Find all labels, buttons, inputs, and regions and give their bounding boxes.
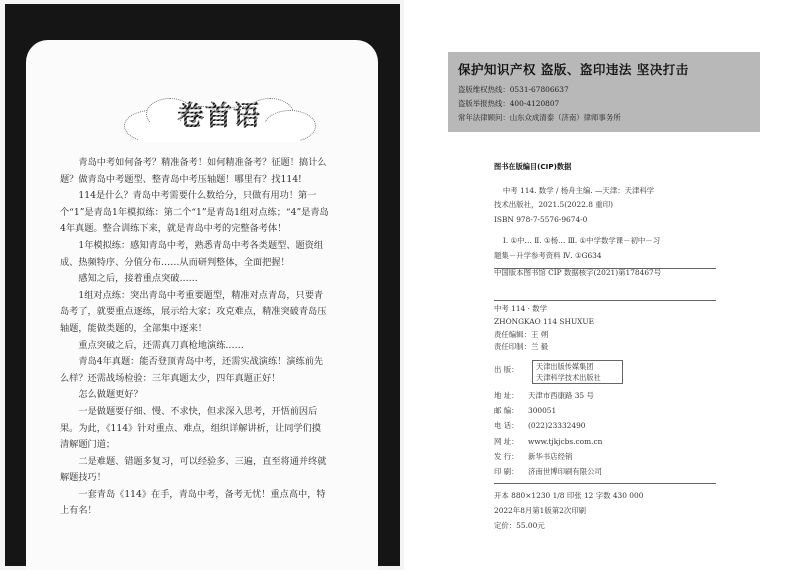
preface-paragraph: 重点突破之后，还需真刀真枪地演练…… — [78, 339, 244, 351]
edition-line: 2022年8月第1版第2次印刷 — [494, 506, 587, 515]
preface-paragraph: 感知之后，接着重点突破…… — [78, 273, 198, 285]
price-line: 定价：55.00元 — [494, 521, 545, 530]
divider — [494, 300, 716, 301]
banner-title: 保护知识产权 盗版、盗印违法 坚决打击 — [458, 62, 689, 77]
book-info — [494, 303, 722, 354]
meta-row: 印 刷： 济南世博印刷有限公司 — [494, 467, 602, 477]
print-manager-line: 责任印制：兰 毅 — [494, 342, 549, 352]
anti-piracy-banner — [448, 52, 760, 132]
editor-line: 责任编辑：王 朔 — [494, 329, 549, 339]
cip-line: Ⅰ. ①中… Ⅱ. ①杨… Ⅲ. ①中学数学课－初中－习 — [502, 236, 661, 245]
hotline-text: 盗版维权热线：0531-67806637 — [458, 85, 569, 94]
meta-row: 地 址： 天津市西康路 35 号 — [494, 391, 594, 400]
cip-heading: 图书在版编目(CIP)数据 — [494, 162, 572, 171]
preface-paragraph: 1组对点练：突出青岛中考重要题型，精准对点青岛，只要青岛考了，就要重点逐练，展示给大家；攻克难点，精准突破青岛压轴题，能做类题的，全部集中逐来！ — [60, 289, 327, 334]
meta-row: 邮 编： 300051 — [494, 406, 557, 416]
publisher-label: 出 版： — [494, 365, 519, 374]
divider — [494, 483, 716, 484]
cip-line: 题集－升学参考资料 Ⅳ. ①G634 — [494, 250, 602, 260]
preface-paragraph: 青岛中考如何备考？精准备考！如何精准备考？征题！搞计么题？做青岛中考题型、整青岛中考压轴题！哪里有？找114! — [60, 157, 327, 185]
divider — [494, 268, 716, 269]
cip-number: 中国版本图书馆 CIP 数据核字(2021)第178467号 — [494, 268, 662, 277]
preface-body — [60, 155, 330, 520]
cip-line: ISBN 978-7-5576-9674-0 — [494, 214, 588, 224]
meta-row: 网 址： www.tjkjcbs.com.cn — [494, 436, 603, 446]
preface-paragraph: 青岛4年真题：能否登顶青岛中考，还需实战演练！演练前先么样？还需战场检验：三年真题太少，四年真题正好！ — [60, 356, 324, 384]
cip-line: 技术出版社，2021.5(2022.8 重印) — [494, 200, 613, 209]
publisher-box — [532, 360, 623, 384]
report-hotline-text: 盗版举报热线：400-4120807 — [458, 99, 560, 108]
meta-row: 发 行： 新华书店经销 — [494, 451, 573, 461]
preface-paragraph: 怎么做题更好？ — [78, 389, 143, 401]
legal-counsel-text: 常年法律顾问：山东众成清泰（济南）律师事务所 — [458, 113, 621, 122]
preface-paragraph: 一套青岛《114》在手，青岛中考，备考无忧！重点高中，特上有名！ — [60, 488, 326, 517]
book-pinyin: ZHONGKAO 114 SHUXUE — [494, 316, 595, 326]
preface-paragraph: 1年模拟练：感知青岛中考，熟悉青岛中考各类题型、题资组成、热频特序、分值分布……从而研判整体，全面把握！ — [60, 239, 324, 268]
publication-meta — [494, 388, 744, 479]
preface-title: 卷首语 — [177, 101, 261, 132]
book-name: 中考 114 · 数学 — [494, 304, 548, 313]
cip-block — [494, 160, 784, 281]
publisher-group: 天津出版传媒集团 — [536, 362, 594, 371]
preface-paragraph: 114是什么？青岛中考需要什么数给分，只做有用功！第一个“1”是青岛1年模拟练：第二个“1”是青岛1组对点练；“4”是青岛4年真题。整合训练下来，就是青岛中考的完整备考体！ — [60, 190, 329, 235]
preface-paragraph: 一是做题要仔细、慢、不求快，但求深入思考，开悟前因后果。为此，《114》针对重点、难点，组织详解讲析，让同学们摸清解题门道； — [60, 405, 321, 451]
format-line: 开本 880×1230 1/8 印张 12 字数 430 000 — [494, 491, 644, 500]
meta-row: 电 话： (022)23332490 — [494, 421, 586, 431]
preface-title-box — [148, 96, 290, 138]
print-specs — [494, 488, 643, 533]
preface-paragraph: 二是难题、错题多复习，可以经验多、三遍，直至将通并终就解题技巧！ — [60, 455, 327, 484]
publisher-name: 天津科学技术出版社 — [536, 373, 601, 382]
cip-line: 中考 114. 数学 / 杨舟主编. —天津：天津科学 — [502, 185, 655, 195]
copyright-page — [404, 0, 794, 570]
